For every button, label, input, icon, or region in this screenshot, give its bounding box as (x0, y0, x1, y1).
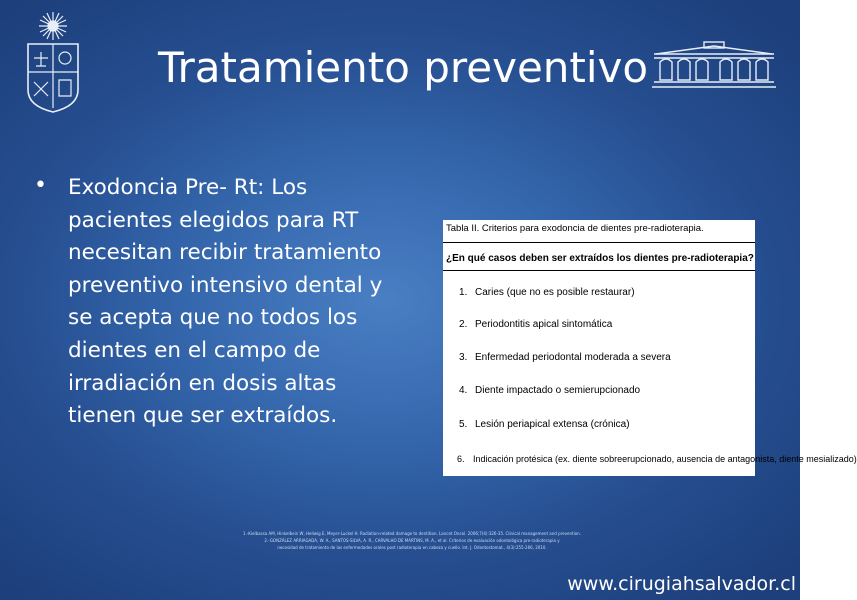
website-url: www.cirugiahsalvador.cl (567, 573, 796, 595)
table-question: ¿En qué casos deben ser extraídos los dientes pre-radioterapia? (446, 253, 754, 264)
criteria-table-image (443, 220, 857, 476)
table-item-number: 2. (459, 319, 468, 330)
table-item (459, 318, 755, 332)
table-item-text: Periodontitis apical sintomática (475, 319, 613, 330)
table-item (457, 452, 857, 466)
bullet-marker: • (34, 173, 47, 198)
table-item-text: Caries (que no es posible restaurar) (475, 287, 635, 298)
table-divider (443, 242, 755, 243)
reference-line: necesidad de tratamiento de las enfermedades orales post radioterapia en cabeza y cuello. Int. J. Odontostomat., 4(3):255-266, 2010. (277, 545, 547, 550)
table-item-text: Diente impactado o semierupcionado (475, 385, 641, 396)
table-title: Tabla II. Criterios para exodoncia de dientes pre-radioterapia. (446, 223, 704, 234)
reference-line: 1.-Kielbassa AM, Hinkelbein W, Hellwig E, Meyer-Luckel H. Radiation-related damage to dentition. Lancet Oncol. 2006;7(4):326-35. Clinical management and prevention. (243, 531, 581, 536)
table-item-text: Lesión periapical extensa (crónica) (475, 419, 630, 430)
table-item-number: 5. (459, 419, 468, 430)
table-item-number: 1. (459, 287, 468, 298)
table-item (459, 384, 755, 398)
references (112, 530, 712, 551)
slide-title: Tratamiento preventivo (158, 43, 649, 92)
table-divider (443, 270, 755, 271)
table-item-text: Enfermedad periodontal moderada a severa (475, 352, 671, 363)
table-item-number: 3. (459, 352, 468, 363)
university-crest-icon (22, 10, 84, 114)
building-facade-icon (652, 40, 776, 90)
table-item (459, 418, 755, 432)
table-item (459, 286, 755, 300)
reference-line: 2.-GONZÁLEZ ARRIAGADA, W. A., SANTOS-SILVA, A. R., CARVALHO DE MARTINS, M. A., et al. Criterios de evaluación odontológica pre-radioterapia y (264, 538, 560, 543)
table-item-text: Indicación protésica (ex. diente sobreerupcionado, ausencia de antagonista, diente mesializado) (473, 454, 857, 464)
table-item-number: 6. (457, 454, 465, 464)
table-item (459, 351, 755, 365)
bullet-text: Exodoncia Pre- Rt: Los pacientes elegidos para RT necesitan recibir tratamiento preventivo intensivo dental y se acepta que no todos los dientes en el campo de irradiación en dosis altas tienen que ser extraídos. (68, 175, 383, 429)
table-item-number: 4. (459, 385, 468, 396)
